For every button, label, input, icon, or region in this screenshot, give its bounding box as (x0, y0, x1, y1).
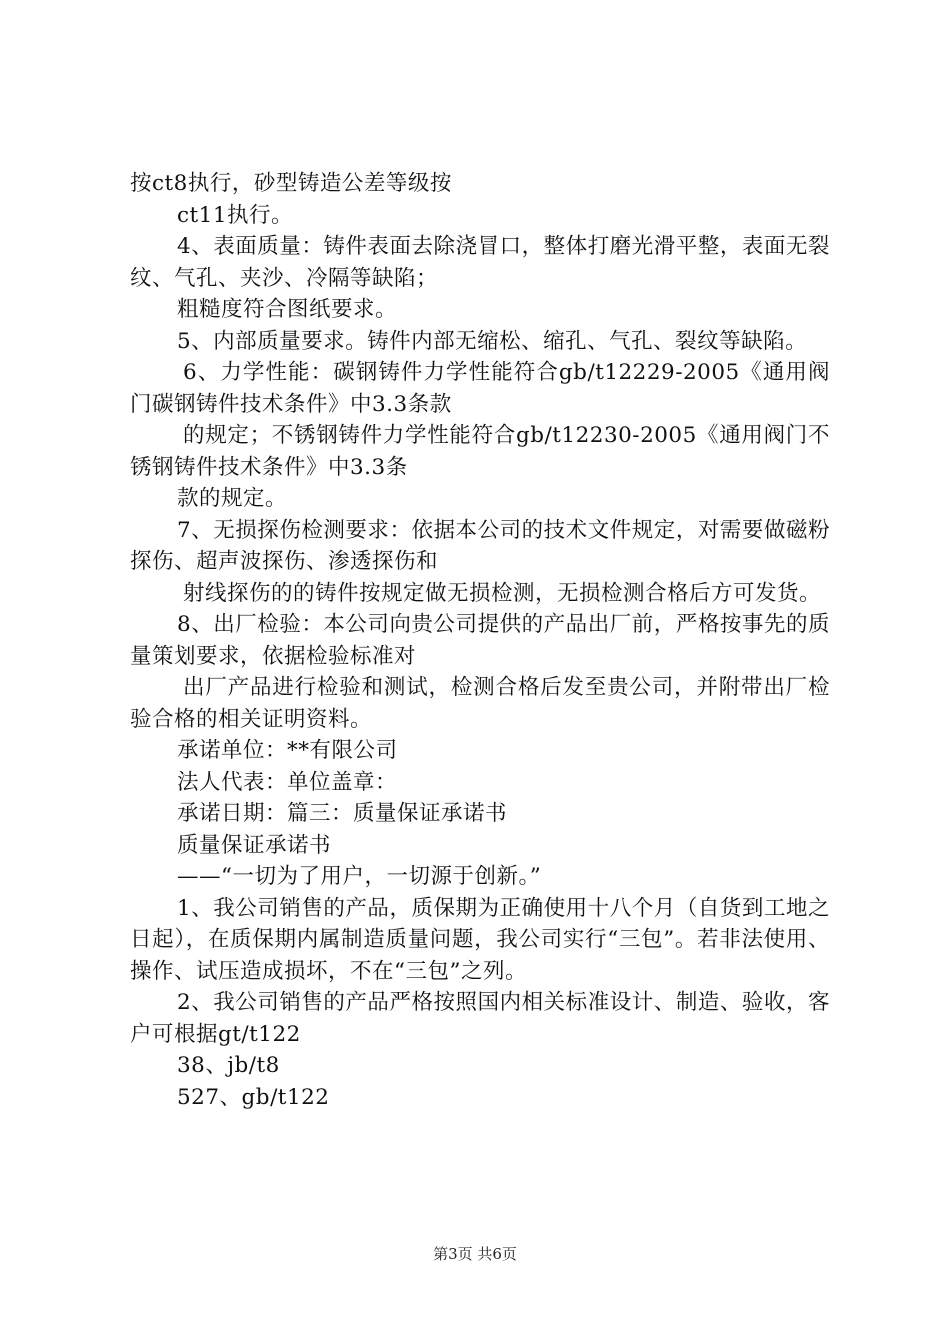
paragraph: 款的规定。 (177, 486, 288, 511)
page-footer: 第3页 共6页 (433, 1245, 517, 1263)
paragraph: 527、gb/t122 (177, 1084, 330, 1110)
paragraph: 出厂产品进行检验和测试，检测合格后发至贵公司，并附带出厂检验合格的相关证明资料。 (130, 675, 830, 732)
paragraph: 5、内部质量要求。铸件内部无缩松、缩孔、气孔、裂纹等缺陷。 (177, 328, 808, 354)
paragraph: 承诺日期：篇三：质量保证承诺书 (177, 801, 508, 826)
paragraph: 4、表面质量：铸件表面去除浇冒口，整体打磨光滑平整，表面无裂纹、气孔、夹沙、冷隔等缺陷； (130, 234, 830, 291)
paragraph: 法人代表：单位盖章： (177, 769, 398, 795)
document-body (130, 168, 830, 1113)
paragraph: ——“一切为了用户，一切源于创新。” (177, 864, 542, 889)
paragraph: 的规定；不锈钢铸件力学性能符合gb/t12230-2005《通用阀门不锈钢铸件技术条件》中3.3条 (130, 423, 830, 480)
paragraph: 承诺单位：**有限公司 (177, 738, 398, 763)
paragraph: 射线探伤的的铸件按规定做无损检测，无损检测合格后方可发货。 (183, 580, 822, 606)
paragraph: 1、我公司销售的产品，质保期为正确使用十八个月（自货到工地之日起），在质保期内属制造质量问题，我公司实行“三包”。若非法使用、操作、试压造成损坏，不在“三包”之列。 (130, 895, 830, 984)
paragraph: 粗糙度符合图纸要求。 (177, 297, 398, 322)
paragraph: 6、力学性能：碳钢铸件力学性能符合gb/t12229-2005《通用阀门碳钢铸件技术条件》中3.3条款 (130, 360, 830, 417)
paragraph: 2、我公司销售的产品严格按照国内相关标准设计、制造、验收，客户可根据gt/t122 (130, 990, 830, 1047)
paragraph: 质量保证承诺书 (177, 832, 332, 858)
paragraph: 8、出厂检验：本公司向贵公司提供的产品出厂前，严格按事先的质量策划要求，依据检验标准对 (130, 612, 830, 669)
paragraph: ct11执行。 (177, 202, 294, 228)
paragraph: 38、jb/t8 (177, 1053, 280, 1078)
paragraph: 7、无损探伤检测要求：依据本公司的技术文件规定，对需要做磁粉探伤、超声波探伤、渗透探伤和 (130, 517, 830, 574)
paragraph: 按ct8执行，砂型铸造公差等级按 (130, 171, 452, 196)
